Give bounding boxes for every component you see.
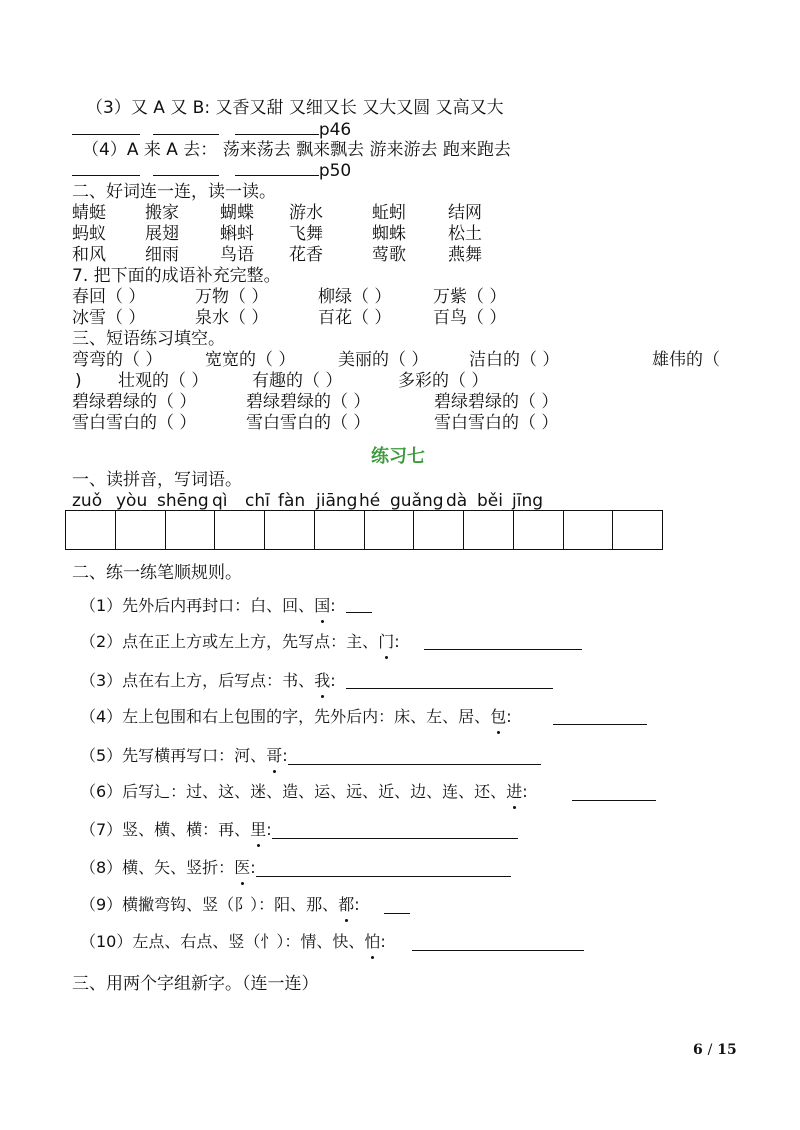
stroke-rule-1 [80,596,336,616]
word[interactable]: 鸟语 [220,245,254,265]
writing-cell[interactable] [166,511,216,549]
stroke-rule-4 [80,707,512,727]
rule-colon: : [282,746,288,765]
word[interactable]: 蜘蛛 [372,224,406,244]
section-heading: 三、用两个字组新字。（连一连） [72,974,319,994]
writing-grid [65,510,663,550]
pinyin: dà [446,491,468,511]
rule-target-char: 哥 [266,746,283,765]
rule-target-char: 怕 [364,932,381,951]
answer-line[interactable] [346,612,372,613]
word[interactable]: 蜻蜓 [72,203,106,223]
word[interactable]: 莺歌 [372,245,406,265]
answer-line[interactable] [272,838,518,839]
phrase-item[interactable]: 雪白雪白的（ ） [72,413,197,433]
phrase-item[interactable]: 雪白雪白的（ ） [434,413,559,433]
page-current: 6 [693,1042,703,1058]
word[interactable]: 花香 [289,245,323,265]
stroke-rule-8 [80,858,256,878]
phrase-item[interactable]: ) [75,371,82,391]
writing-cell[interactable] [265,511,315,549]
writing-cell[interactable] [116,511,166,549]
word[interactable]: 结网 [448,203,482,223]
word[interactable]: 蚯蚓 [372,203,406,223]
stroke-rule-5 [80,746,288,766]
writing-cell[interactable] [514,511,564,549]
rule-text: （5）先写横再写口：河、 [80,746,267,765]
pinyin: chī [245,491,270,511]
page-number [693,1042,737,1058]
page-total: 15 [717,1042,737,1058]
word[interactable]: 搬家 [145,203,179,223]
word[interactable]: 和风 [72,245,106,265]
rule-colon: : [354,895,360,914]
pinyin: jiāng [316,491,358,511]
writing-cell[interactable] [365,511,415,549]
rule-colon: : [250,858,256,877]
idiom-item[interactable]: 万紫（ ） [433,287,507,307]
section-heading: 一、读拼音，写词语。 [72,470,242,490]
rule-colon: : [380,932,386,951]
exercise-title: 练习七 [371,446,425,467]
answer-line[interactable] [256,876,511,877]
stroke-rule-10 [80,932,386,952]
answer-blank[interactable] [72,120,140,135]
answer-line[interactable] [346,688,553,689]
phrase-item[interactable]: 弯弯的（ ） [72,350,163,370]
rule-text: （6）后写辶：过、这、迷、造、运、远、近、边、连、还、 [80,782,507,801]
word[interactable]: 蚂蚁 [72,224,106,244]
writing-cell[interactable] [564,511,614,549]
idiom-item[interactable]: 百鸟（ ） [433,308,507,328]
rule-colon: : [394,632,400,651]
writing-cell[interactable] [315,511,365,549]
stroke-rule-3 [80,671,336,691]
pinyin: zuǒ [72,491,103,511]
idiom-item[interactable]: 冰雪（ ） [72,308,146,328]
phrase-item[interactable]: 有趣的（ ） [252,371,343,391]
rule-text: （9）横撇弯钩、竖（阝）：阳、那、 [80,895,339,914]
answer-line[interactable] [412,950,584,951]
writing-cell[interactable] [613,511,662,549]
rule-text: （8）横、矢、竖折： [80,858,235,877]
pinyin: yòu [116,491,148,511]
idiom-item[interactable]: 春回（ ） [72,287,146,307]
pinyin: fàn [278,491,306,511]
phrase-item[interactable]: 多彩的（ ） [398,371,489,391]
answer-line[interactable] [384,913,410,914]
idiom-item[interactable]: 百花（ ） [318,308,392,328]
item-4-answer-line [72,161,351,181]
rule-target-char: 我 [314,671,331,690]
rule-target-char: 进 [506,782,523,801]
rule-colon: : [522,782,528,801]
rule-text: （10）左点、右点、竖（忄）：情、快、 [80,932,365,951]
answer-blank[interactable] [235,120,319,135]
rule-text: （4）左上包围和右上包围的字，先外后内：床、左、居、 [80,707,491,726]
rule-colon: : [266,820,272,839]
page-ref: p46 [318,120,352,140]
writing-cell[interactable] [215,511,265,549]
stroke-rule-6 [80,782,528,802]
phrase-item[interactable]: 雪白雪白的（ ） [246,413,371,433]
answer-line[interactable] [572,800,656,801]
section-heading: 二、练一练笔顺规则。 [72,563,242,583]
word[interactable]: 飞舞 [289,224,323,244]
phrase-item[interactable]: 雄伟的（ [652,350,720,370]
rule-target-char: 门 [378,632,395,651]
word[interactable]: 蝴蝶 [220,203,254,223]
page-separator: / [707,1042,713,1058]
answer-blank[interactable] [153,161,219,176]
stroke-rule-2 [80,632,400,652]
writing-cell[interactable] [66,511,116,549]
rule-text: （7）竖、横、横：再、 [80,820,251,839]
answer-blank[interactable] [72,161,140,176]
answer-blank[interactable] [235,161,319,176]
rule-colon: : [330,671,336,690]
phrase-item[interactable]: 洁白的（ ） [469,350,560,370]
item-3-line: （3）又 A 又 B: 又香又甜 又细又长 又大又圆 又高又大 [86,98,504,118]
word[interactable]: 展翅 [145,224,179,244]
pinyin: shēng [157,491,209,511]
pinyin: běi [477,491,503,511]
rule-target-char: 国 [314,596,331,615]
answer-line[interactable] [553,724,647,725]
phrase-item[interactable]: 碧绿碧绿的（ ） [72,392,197,412]
rule-text: （3）点在右上方，后写点：书、 [80,671,315,690]
page-ref: p50 [318,161,352,181]
rule-text: （1）先外后内再封口：白、回、 [80,596,315,615]
rule-target-char: 包 [490,707,507,726]
section-heading: 三、短语练习填空。 [72,329,225,349]
word[interactable]: 蝌蚪 [220,224,254,244]
idiom-item[interactable]: 泉水（ ） [195,308,269,328]
rule-target-char: 里 [250,820,267,839]
rule-target-char: 都 [338,895,355,914]
writing-cell[interactable] [464,511,514,549]
item-3-answer-line [72,120,351,140]
phrase-item[interactable]: 美丽的（ ） [338,350,429,370]
pinyin: jīng [512,491,544,511]
answer-line[interactable] [288,764,541,765]
pinyin: hé [359,491,381,511]
answer-blank[interactable] [153,120,219,135]
phrase-item[interactable]: 碧绿碧绿的（ ） [246,392,371,412]
stroke-rule-7 [80,820,272,840]
answer-line[interactable] [424,649,582,650]
item-4-line: （4）A 来 A 去： 荡来荡去 飘来飘去 游来游去 跑来跑去 [82,140,511,160]
rule-text: （2）点在正上方或左上方，先写点：主、 [80,632,379,651]
rule-colon: : [506,707,512,726]
word[interactable]: 细雨 [145,245,179,265]
stroke-rule-9 [80,895,360,915]
rule-colon: : [330,596,336,615]
idiom-item[interactable]: 万物（ ） [195,287,269,307]
section-heading: 二、好词连一连，读一读。 [72,182,276,202]
idiom-item[interactable]: 柳绿（ ） [318,287,392,307]
pinyin: qì [212,491,228,511]
phrase-item[interactable]: 壮观的（ ） [118,371,209,391]
section-heading: 7. 把下面的成语补充完整。 [72,266,281,286]
word[interactable]: 游水 [289,203,323,223]
word[interactable]: 松土 [448,224,482,244]
word[interactable]: 燕舞 [448,245,482,265]
writing-cell[interactable] [414,511,464,549]
rule-target-char: 医 [234,858,251,877]
phrase-item[interactable]: 碧绿碧绿的（ ） [434,392,559,412]
pinyin: guǎng [390,491,444,511]
phrase-item[interactable]: 宽宽的（ ） [205,350,296,370]
